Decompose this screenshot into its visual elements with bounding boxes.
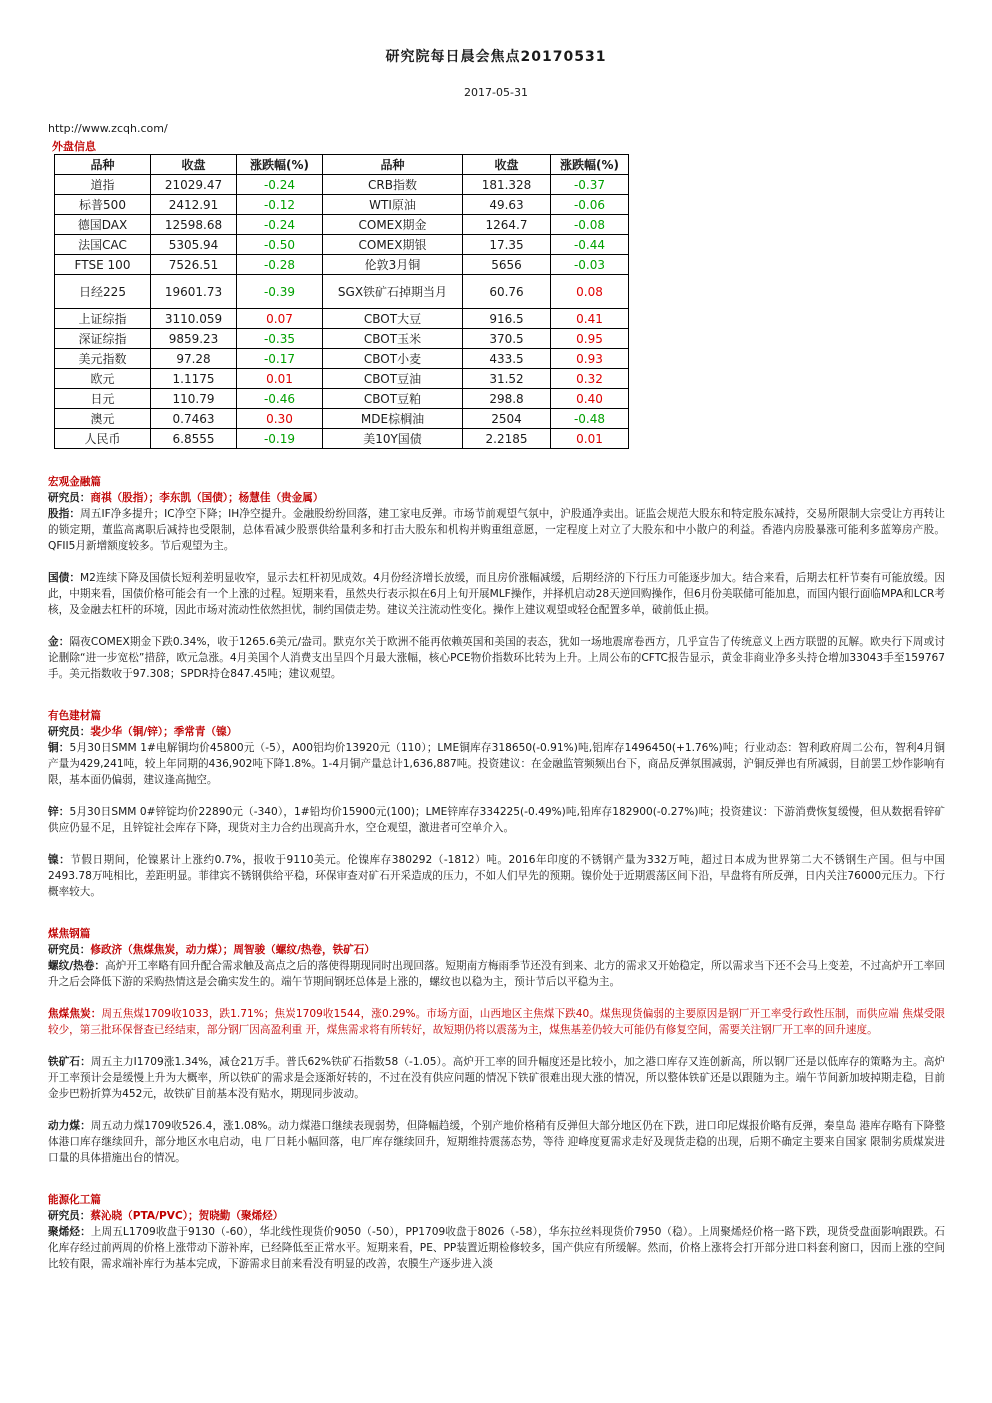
close-value: 60.76 (463, 275, 551, 309)
paragraph-lead: 锌： (48, 806, 70, 818)
section-gap (48, 916, 945, 926)
paragraph-text: 周五IF净多提升；IC净空下降；IH净空提升。金融股纷纷回落，建工家电反弹。市场节前观望气氛中，沪股通净卖出。证监会规范大股东和特定股东减持，交易所限制大宗受让方再转让的锁定期，董监高离职后减持也受限制，总体看减少股票供给量利多和打击大股东和机构并购重组意愿，一定程度上对立了大股东和中小散户的利益。香港内房股暴涨可能利多蓝筹房产股。QFII5月新增额度较多。节后观望为主。 (48, 508, 946, 552)
commentary-paragraph (48, 1224, 945, 1272)
col-header: 涨跌幅(%) (237, 155, 323, 175)
close-value: 17.35 (463, 235, 551, 255)
instrument-name: 道指 (55, 175, 151, 195)
close-value: 2412.91 (151, 195, 237, 215)
instrument-name: 伦敦3月铜 (323, 255, 463, 275)
paragraph-lead: 焦煤焦炭： (48, 1008, 102, 1020)
col-header: 涨跌幅(%) (551, 155, 629, 175)
report-sections (48, 474, 945, 1298)
table-row (55, 329, 629, 349)
paragraph-lead: 金： (48, 636, 70, 648)
change-percent: -0.08 (551, 215, 629, 235)
close-value: 21029.47 (151, 175, 237, 195)
change-percent: 0.32 (551, 369, 629, 389)
researchers-prefix: 研究员： (48, 492, 91, 504)
close-value: 181.328 (463, 175, 551, 195)
table-row (55, 235, 629, 255)
section-title: 有色建材篇 (48, 710, 101, 722)
table-row (55, 409, 629, 429)
table-row (55, 349, 629, 369)
change-percent: -0.48 (551, 409, 629, 429)
close-value: 31.52 (463, 369, 551, 389)
website-link[interactable]: http://www.zcqh.com/ (48, 122, 168, 135)
commentary-paragraph (48, 634, 945, 682)
close-value: 7526.51 (151, 255, 237, 275)
market-table-label: 外盘信息 (52, 140, 96, 153)
paragraph-text: 5月30日SMM 0#锌锭均价22890元（-340），1#铅均价15900元(100)；LME锌库存334225(-0.49%)吨,铅库存182900(-0.27%)吨；投资建议：下游消费恢复缓慢，但从数据看锌矿供应仍显不足，且锌锭社会库存下降，现货对主力合约出现高升水，空仓观望，激进者可空单介入。 (48, 806, 946, 834)
instrument-name: 德国DAX (55, 215, 151, 235)
table-row (55, 429, 629, 449)
table-row (55, 195, 629, 215)
close-value: 370.5 (463, 329, 551, 349)
instrument-name: SGX铁矿石掉期当月 (323, 275, 463, 309)
paragraph-lead: 动力煤： (48, 1120, 91, 1132)
researchers-line (48, 490, 945, 506)
researchers-names: 裴少华（铜/锌）；季常青（镍） (90, 726, 238, 738)
instrument-name: 深证综指 (55, 329, 151, 349)
change-percent: 0.40 (551, 389, 629, 409)
col-header: 收盘 (151, 155, 237, 175)
section-title: 煤焦钢篇 (48, 928, 91, 940)
paragraph-text: 周五动力煤1709收526.4，涨1.08%。动力煤港口继续表现弱势，但降幅趋缓，个别产地价格稍有反弹但大部分地区仍在下跌，进口印尼煤报价略有反弹，秦皇岛 港库存略有下降整体港口库存继续回升，部分地区水电启动，电 厂日耗小幅回落，电厂库存继续回升，短期维持震荡态势，等待 迎峰度夏需求走好及现货走稳的出现，后期不确定主要来自国家 限制劣质煤炭进口量的具体措施出台的情况。 (48, 1120, 945, 1164)
paragraph-text: 节假日期间，伦镍累计上涨约0.7%，报收于9110美元。伦镍库存380292（-1812）吨。2016年印度的不锈钢产量为332万吨，超过日本成为世界第二大不锈钢生产国。但与中国2493.78万吨相比，差距明显。菲律宾不锈钢供给平稳，环保审查对矿石开采造成的压力，不如人们早先的预期。镍价处于近期震荡区间下沿，早盘将有所反弹，日内关注76000元压力。下行概率较大。 (48, 854, 946, 898)
col-header: 收盘 (463, 155, 551, 175)
paragraph-text: 上周五L1709收盘于9130（-60），华北线性现货价9050（-50），PP1709收盘于8026（-58），华东拉丝料现货价7950（稳）。上周聚烯烃价格一路下跌，现货受盘面影响跟跌。石化库存经过前两周的价格上涨带动下游补库，已经降低至正常水平。短期来看，PE、PP装置近期检修较多，国产供应有所缓解。然而，价格上涨将会打开部分进口料套利窗口，因而上涨的空间比较有限，需求端补库行为基本完成，下游需求目前来看没有明显的改善，农膜生产逐步进入淡 (48, 1226, 945, 1270)
close-value: 1264.7 (463, 215, 551, 235)
change-percent: 0.30 (237, 409, 323, 429)
researchers-line (48, 942, 945, 958)
researchers-line (48, 724, 945, 740)
report-title: 研究院每日晨会焦点20170531 (385, 49, 607, 65)
instrument-name: CBOT大豆 (323, 309, 463, 329)
col-header: 品种 (55, 155, 151, 175)
close-value: 2504 (463, 409, 551, 429)
instrument-name: 澳元 (55, 409, 151, 429)
table-row (55, 175, 629, 195)
section-title: 宏观金融篇 (48, 476, 101, 488)
change-percent: -0.12 (237, 195, 323, 215)
paragraph-text: 高炉开工率略有回升配合需求触及高点之后的落使得期现同时出现回落。短期南方梅雨季节还没有到来、北方的需求又开始稳定，所以需求当下还不会马上变差，不过高炉开工率回升之后会降低下游的采购热情这是会确实发生的。端午节期间钢坯总体是上涨的，螺纹也以稳为主，预计节后以平稳为主。 (48, 960, 945, 988)
researchers-prefix: 研究员： (48, 1210, 91, 1222)
col-header: 品种 (323, 155, 463, 175)
close-value: 2.2185 (463, 429, 551, 449)
paragraph-lead: 国债： (48, 572, 80, 584)
change-percent: -0.24 (237, 215, 323, 235)
researchers-prefix: 研究员： (48, 726, 91, 738)
close-value: 0.7463 (151, 409, 237, 429)
close-value: 5305.94 (151, 235, 237, 255)
change-percent: -0.28 (237, 255, 323, 275)
change-percent: 0.95 (551, 329, 629, 349)
instrument-name: WTI原油 (323, 195, 463, 215)
close-value: 97.28 (151, 349, 237, 369)
instrument-name: 美元指数 (55, 349, 151, 369)
change-percent: 0.41 (551, 309, 629, 329)
commentary-paragraph (48, 740, 945, 788)
change-percent: -0.39 (237, 275, 323, 309)
change-percent: -0.50 (237, 235, 323, 255)
section-gap (48, 1288, 945, 1298)
change-percent: -0.24 (237, 175, 323, 195)
instrument-name: 标普500 (55, 195, 151, 215)
table-row (55, 275, 629, 309)
table-row (55, 369, 629, 389)
close-value: 19601.73 (151, 275, 237, 309)
market-table-header (55, 155, 629, 175)
section-gap (48, 1182, 945, 1192)
change-percent: 0.07 (237, 309, 323, 329)
change-percent: -0.37 (551, 175, 629, 195)
close-value: 916.5 (463, 309, 551, 329)
change-percent: -0.19 (237, 429, 323, 449)
close-value: 110.79 (151, 389, 237, 409)
commentary-paragraph (48, 506, 945, 554)
close-value: 6.8555 (151, 429, 237, 449)
instrument-name: CBOT豆粕 (323, 389, 463, 409)
section-title: 能源化工篇 (48, 1194, 101, 1206)
close-value: 298.8 (463, 389, 551, 409)
researchers-line (48, 1208, 945, 1224)
report-date: 2017-05-31 (464, 86, 528, 99)
instrument-name: COMEX期银 (323, 235, 463, 255)
researchers-names: 蔡沁晓（PTA/PVC）；贺晓勤（聚烯烃） (90, 1210, 284, 1222)
change-percent: -0.03 (551, 255, 629, 275)
close-value: 12598.68 (151, 215, 237, 235)
paragraph-lead: 铁矿石： (48, 1056, 91, 1068)
paragraph-lead: 聚烯烃： (48, 1226, 91, 1238)
section-gap (48, 698, 945, 708)
table-row (55, 215, 629, 235)
instrument-name: 上证综指 (55, 309, 151, 329)
paragraph-text: M2连续下降及国债长短利差明显收窄，显示去杠杆初见成效。4月份经济增长放缓，而且房价涨幅减缓，后期经济的下行压力可能逐步加大。结合来看，后期去杠杆节奏有可能放缓。因此，中期来看，国债价格可能会有一个上涨的过程。短期来看，虽然央行表示拟在6月上旬开展MLF操作，并择机启动28天逆回购操作，但6月份美联储可能加息，而国内银行面临MPA和LCR考核，及金融去杠杆的环境，因此市场对流动性依然担忧，制约国债走势。建议关注流动性变化。操作上建议观望或轻仓配置多单，破前低止损。 (48, 572, 946, 616)
researchers-names: 商祺（股指）；李东凯（国债）；杨慧佳（贵金属） (90, 492, 324, 504)
instrument-name: CBOT玉米 (323, 329, 463, 349)
paragraph-text: 隔夜COMEX期金下跌0.34%，收于1265.6美元/盎司。默克尔关于欧洲不能再依赖英国和美国的表态，犹如一场地震席卷西方，几乎宣告了传统意义上西方联盟的瓦解。欧央行下周或讨论删除“进一步宽松”措辞，欧元急涨。4月美国个人消费支出呈四个月最大涨幅，核心PCE物价指数环比转为上升。上周公布的CFTC报告显示，黄金非商业净多头持仓增加33043手至159767手。美元指数收于97.308；SPDR持仓847.45吨；建议观望。 (48, 636, 945, 680)
researchers-prefix: 研究员： (48, 944, 91, 956)
researchers-names: 修政济（焦煤焦炭，动力煤）；周智骏（螺纹/热卷，铁矿石） (90, 944, 375, 956)
change-percent: -0.35 (237, 329, 323, 349)
change-percent: -0.06 (551, 195, 629, 215)
commentary-paragraph (48, 1054, 945, 1102)
table-row (55, 255, 629, 275)
change-percent: -0.44 (551, 235, 629, 255)
instrument-name: CBOT小麦 (323, 349, 463, 369)
paragraph-text: 5月30日SMM 1#电解铜均价45800元（-5），A00铝均价13920元（110）；LME铜库存318650(-0.91%)吨,铝库存1496450(+1.76%)吨；行业动态：智利政府周二公布，智利4月铜产量为429,241吨，较上年同期的436,902吨下降1.8%。1-4月铜产量总计1,636,887吨。投资建议：在金融监管频频出台下，商品反弹氛围减弱，沪铜反弹也有所减弱，目前罢工炒作影响有限，基本面仍偏弱，建议逢高抛空。 (48, 742, 945, 786)
paragraph-lead: 铜： (48, 742, 70, 754)
paragraph-text: 周五主力I1709涨1.34%，减仓21万手。普氏62%铁矿石指数58（-1.05）。高炉开工率的回升幅度还是比较小，加之港口库存又连创新高，所以钢厂还是以低库存的策略为主。高炉开工率预计会是缓慢上升为大概率，所以铁矿的需求是会逐渐好转的，不过在没有供应问题的情况下铁矿很难出现大涨的情况，所以整体铁矿还是以跟随为主。端午节间新加坡掉期走稳，目前金步巴粉折算为452元，故铁矿目前基本没有贴水，期现同步波动。 (48, 1056, 945, 1100)
market-table (54, 154, 629, 449)
table-row (55, 309, 629, 329)
instrument-name: FTSE 100 (55, 255, 151, 275)
commentary-paragraph (48, 852, 945, 900)
instrument-name: 日经225 (55, 275, 151, 309)
change-percent: 0.01 (551, 429, 629, 449)
commentary-paragraph (48, 570, 945, 618)
commentary-paragraph (48, 1118, 945, 1166)
change-percent: 0.01 (237, 369, 323, 389)
instrument-name: 法国CAC (55, 235, 151, 255)
close-value: 433.5 (463, 349, 551, 369)
change-percent: -0.46 (237, 389, 323, 409)
instrument-name: MDE棕榈油 (323, 409, 463, 429)
market-table-body (55, 175, 629, 449)
instrument-name: 美10Y国债 (323, 429, 463, 449)
close-value: 9859.23 (151, 329, 237, 349)
paragraph-lead: 螺纹/热卷： (48, 960, 106, 972)
change-percent: 0.93 (551, 349, 629, 369)
change-percent: -0.17 (237, 349, 323, 369)
commentary-paragraph (48, 804, 945, 836)
commentary-paragraph (48, 1006, 945, 1038)
instrument-name: 人民币 (55, 429, 151, 449)
instrument-name: 日元 (55, 389, 151, 409)
change-percent: 0.08 (551, 275, 629, 309)
close-value: 5656 (463, 255, 551, 275)
instrument-name: CRB指数 (323, 175, 463, 195)
instrument-name: COMEX期金 (323, 215, 463, 235)
instrument-name: CBOT豆油 (323, 369, 463, 389)
table-row (55, 389, 629, 409)
commentary-paragraph (48, 958, 945, 990)
close-value: 49.63 (463, 195, 551, 215)
paragraph-text: 周五焦煤1709收1033，跌1.71%；焦炭1709收1544，涨0.29%。市场方面，山西地区主焦煤下跌40。煤焦现货偏弱的主要原因是钢厂开工率受行政性压制，而供应端 焦煤受限较少，第三批环保督查已经结束，部分钢厂因高盈利重 开，煤焦需求将有所转好，故短期仍将以震荡为主，煤焦基差仍较大可能仍有修复空间，需要关注钢厂开工率的回升速度。 (48, 1008, 945, 1036)
paragraph-lead: 镍： (48, 854, 71, 866)
close-value: 1.1175 (151, 369, 237, 389)
instrument-name: 欧元 (55, 369, 151, 389)
close-value: 3110.059 (151, 309, 237, 329)
paragraph-lead: 股指： (48, 508, 81, 520)
